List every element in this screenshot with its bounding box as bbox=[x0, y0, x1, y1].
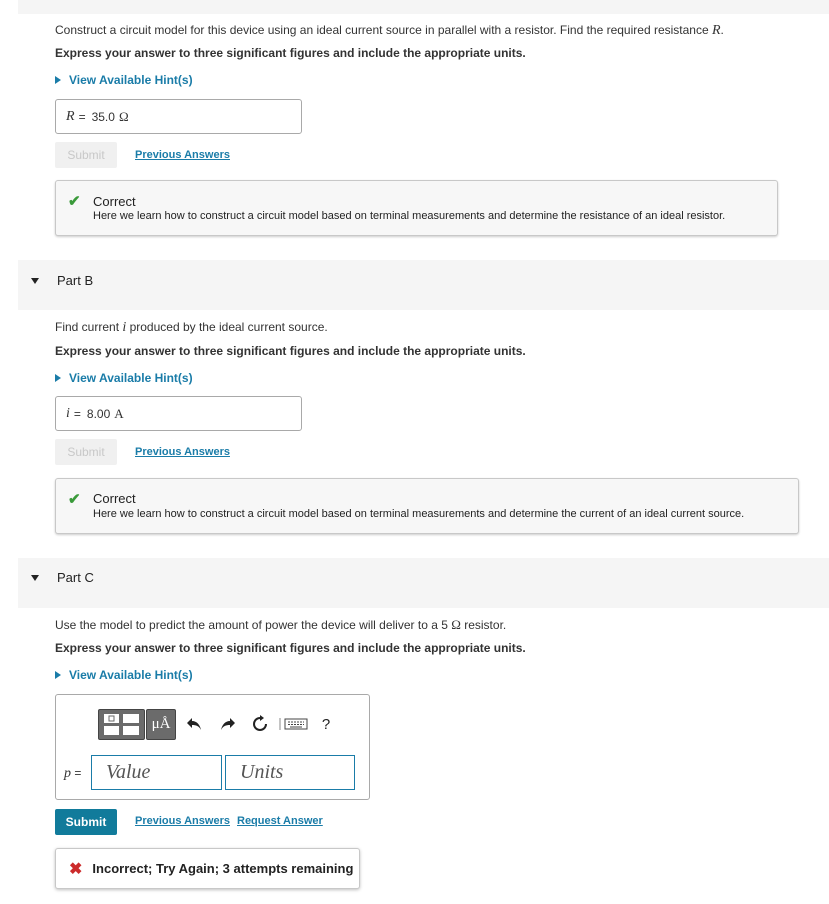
part-c-answer-eq: = bbox=[74, 766, 82, 780]
part-c-question-text: Use the model to predict the amount of power the device will deliver to a 5 bbox=[55, 618, 452, 632]
units-placeholder: Units bbox=[240, 761, 284, 783]
part-c-feedback bbox=[55, 848, 360, 889]
part-a-feedback-message: Here we learn how to construct a circuit model based on terminal measurements and determine the resistance of an ideal resistor. bbox=[93, 210, 726, 222]
part-a-instructions: Express your answer to three significant figures and include the appropriate units. bbox=[55, 46, 526, 60]
keyboard-icon[interactable] bbox=[278, 714, 310, 734]
part-a-hint-toggle[interactable] bbox=[55, 73, 193, 87]
part-a-answer-value: 35.0 bbox=[91, 109, 115, 124]
caret-right-icon bbox=[55, 671, 61, 679]
redo-icon[interactable] bbox=[218, 714, 238, 734]
part-b-question bbox=[55, 320, 328, 336]
part-b-answer-var: i bbox=[66, 405, 70, 421]
part-b-hint-toggle[interactable] bbox=[55, 371, 193, 385]
part-c-hint-toggle[interactable] bbox=[55, 668, 193, 682]
part-a-answer-box bbox=[55, 99, 302, 134]
part-c-feedback-message: Incorrect; Try Again; 3 attempts remaining bbox=[92, 861, 354, 876]
part-c-request-answer-link[interactable]: Request Answer bbox=[237, 815, 323, 827]
templates-icon bbox=[99, 710, 144, 739]
part-c-instructions: Express your answer to three significant figures and include the appropriate units. bbox=[55, 641, 526, 655]
part-b-feedback-message: Here we learn how to construct a circuit model based on terminal measurements and determine the current of an ideal current source. bbox=[93, 508, 745, 520]
part-b-question-end: produced by the ideal current source. bbox=[126, 320, 328, 334]
part-c-label: Part C bbox=[57, 570, 94, 585]
part-c-previous-answers-link[interactable]: Previous Answers bbox=[135, 815, 230, 827]
help-icon[interactable]: ? bbox=[321, 715, 331, 733]
part-c-answer-label bbox=[64, 766, 81, 782]
templates-button[interactable] bbox=[98, 709, 145, 740]
part-b-feedback bbox=[55, 478, 799, 534]
part-b-previous-answers-link[interactable]: Previous Answers bbox=[135, 446, 230, 458]
part-a-answer-unit: Ω bbox=[118, 108, 129, 124]
part-c-answer-var: p bbox=[64, 766, 71, 781]
part-a-feedback-title: Correct bbox=[93, 194, 136, 209]
part-a-answer-eq: = bbox=[78, 109, 86, 124]
checkmark-icon: ✔ bbox=[68, 193, 81, 210]
part-c-hint-label: View Available Hint(s) bbox=[69, 668, 193, 682]
part-a-question-var: R bbox=[711, 23, 721, 38]
part-a-answer-var: R bbox=[66, 108, 75, 124]
part-b-header[interactable] bbox=[18, 260, 829, 310]
part-c-submit-button[interactable]: Submit bbox=[55, 809, 117, 835]
part-a-submit-button[interactable]: Submit bbox=[55, 142, 117, 168]
reset-icon[interactable] bbox=[249, 714, 271, 734]
part-c-answer-editor bbox=[55, 694, 370, 800]
part-a-feedback bbox=[55, 180, 778, 236]
cross-icon: ✖ bbox=[69, 860, 83, 878]
value-input[interactable] bbox=[91, 755, 222, 790]
part-a-header-band bbox=[18, 0, 829, 14]
part-c-question-unit: Ω bbox=[451, 617, 461, 632]
value-placeholder: Value bbox=[106, 761, 151, 783]
part-b-answer-unit: A bbox=[114, 405, 124, 421]
part-b-answer-box bbox=[55, 396, 302, 431]
part-b-feedback-title: Correct bbox=[93, 491, 136, 506]
units-input[interactable] bbox=[225, 755, 355, 790]
part-a-previous-answers-link[interactable]: Previous Answers bbox=[135, 149, 230, 161]
part-a-question-end: . bbox=[720, 23, 724, 37]
part-b-question-text: Find current bbox=[55, 320, 123, 334]
part-a-hint-label: View Available Hint(s) bbox=[69, 73, 193, 87]
part-a-question bbox=[55, 23, 724, 39]
part-b-submit-button[interactable]: Submit bbox=[55, 439, 117, 465]
part-c-question-end: resistor. bbox=[460, 618, 507, 632]
part-b-answer-value: 8.00 bbox=[86, 406, 111, 421]
part-b-answer-eq: = bbox=[73, 406, 81, 421]
undo-icon[interactable] bbox=[184, 714, 204, 734]
caret-down-icon[interactable] bbox=[31, 575, 39, 581]
part-b-instructions: Express your answer to three significant figures and include the appropriate units. bbox=[55, 344, 526, 358]
part-b-hint-label: View Available Hint(s) bbox=[69, 371, 193, 385]
units-button[interactable]: μÅ bbox=[146, 709, 176, 740]
part-c-question bbox=[55, 617, 506, 633]
part-a-question-text: Construct a circuit model for this device using an ideal current source in parallel with a resistor. Find the required resistance bbox=[55, 23, 712, 37]
caret-right-icon bbox=[55, 374, 61, 382]
checkmark-icon: ✔ bbox=[68, 491, 81, 508]
part-b-label: Part B bbox=[57, 273, 94, 288]
part-b-question-var: i bbox=[122, 320, 127, 335]
caret-down-icon[interactable] bbox=[31, 278, 39, 284]
caret-right-icon bbox=[55, 76, 61, 84]
part-c-header[interactable] bbox=[18, 558, 829, 608]
